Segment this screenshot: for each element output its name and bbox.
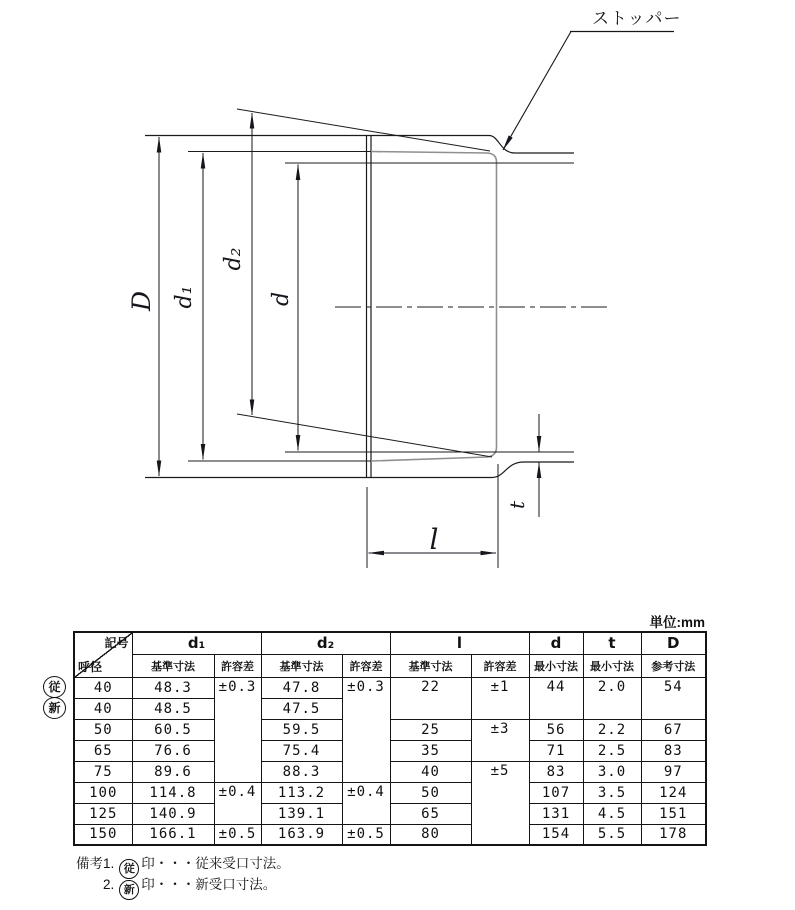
table-row: [74, 740, 706, 761]
table-header-row-subheads: [74, 654, 706, 677]
table-cell: 2.2: [583, 719, 641, 740]
dim-label-l: l: [429, 523, 439, 556]
column-subheader: 参考寸法: [641, 654, 706, 677]
table-cell: ±0.3: [214, 677, 261, 782]
table-cell: 2.0: [583, 677, 641, 719]
table-cell: 114.8: [132, 782, 214, 803]
table-cell: 140.9: [132, 803, 214, 824]
table-cell: 151: [641, 803, 706, 824]
table-cell: 47.8: [261, 677, 342, 698]
socket-outline-bottom: [145, 462, 574, 478]
table-cell: 76.6: [132, 740, 214, 761]
note-2-prefix: 2.: [103, 877, 115, 892]
table-cell: 89.6: [132, 761, 214, 782]
column-group-header: d₁: [132, 632, 261, 654]
column-subheader: 最小寸法: [529, 654, 583, 677]
table-row: [74, 677, 706, 698]
table-cell: 25: [390, 719, 471, 740]
circled-mark-shin: 新: [119, 880, 139, 900]
table-cell: 154: [529, 824, 583, 845]
table-cell: 40: [74, 698, 132, 719]
table-cell: 3.0: [583, 761, 641, 782]
column-group-header: d₂: [261, 632, 390, 654]
table-cell: 5.5: [583, 824, 641, 845]
column-subheader: 基準寸法: [261, 654, 342, 677]
table-cell: ±5: [471, 761, 529, 845]
dim-label-d2: d₂: [221, 247, 246, 271]
note-2: [103, 873, 276, 900]
row-mark: 新: [43, 697, 66, 719]
table-cell: 75.4: [261, 740, 342, 761]
table-cell: 71: [529, 740, 583, 761]
table-cell: 60.5: [132, 719, 214, 740]
table-cell: 48.5: [132, 698, 214, 719]
table-cell: 65: [390, 803, 471, 824]
table-cell: 166.1: [132, 824, 214, 845]
column-subheader: 基準寸法: [390, 654, 471, 677]
table-cell: ±0.5: [342, 824, 390, 845]
table-cell: 80: [390, 824, 471, 845]
column-group-header: t: [583, 632, 641, 654]
column-subheader: 基準寸法: [132, 654, 214, 677]
column-subheader: 許容差: [342, 654, 390, 677]
table-row: [74, 824, 706, 845]
table-cell: ±1: [471, 677, 529, 719]
column-subheader: 最小寸法: [583, 654, 641, 677]
table-cell: 35: [390, 740, 471, 761]
table-cell: 83: [641, 740, 706, 761]
table-cell: 125: [74, 803, 132, 824]
table-row: [74, 782, 706, 803]
table-cell: 40: [74, 677, 132, 698]
table-header-row-groups: [74, 632, 706, 654]
column-subheader: 許容差: [471, 654, 529, 677]
taper-line-bottom: [237, 414, 492, 457]
table-cell: 59.5: [261, 719, 342, 740]
table-cell: ±0.4: [342, 782, 390, 824]
table-cell: 107: [529, 782, 583, 803]
table-cell: 67: [641, 719, 706, 740]
table-cell: 22: [390, 677, 471, 719]
dim-label-t: t: [505, 500, 529, 510]
table-cell: 47.5: [261, 698, 342, 719]
table-corner-cell: [74, 632, 132, 677]
table-row: [74, 761, 706, 782]
note-1-text: 印・・・従来受口寸法。: [141, 856, 290, 871]
table-cell: ±0.5: [214, 824, 261, 845]
table-cell: 75: [74, 761, 132, 782]
table-cell: 100: [74, 782, 132, 803]
column-group-header: D: [641, 632, 706, 654]
note-2-text: 印・・・新受口寸法。: [141, 877, 277, 892]
column-subheader: 許容差: [214, 654, 261, 677]
table-cell: 113.2: [261, 782, 342, 803]
table-cell: ±0.3: [342, 677, 390, 782]
table-cell: 83: [529, 761, 583, 782]
table-cell: 65: [74, 740, 132, 761]
table-cell: 139.1: [261, 803, 342, 824]
table-cell: 150: [74, 824, 132, 845]
column-group-header: d: [529, 632, 583, 654]
socket-bore-and-stopper-face: [371, 152, 497, 462]
table-row: [74, 803, 706, 824]
table-cell: 40: [390, 761, 471, 782]
table-row: [74, 719, 706, 740]
table-cell: 2.5: [583, 740, 641, 761]
table-cell: 50: [390, 782, 471, 803]
table-cell: 88.3: [261, 761, 342, 782]
corner-label-symbol: 記号: [104, 636, 129, 650]
table-cell: 44: [529, 677, 583, 719]
row-mark: 従: [43, 676, 66, 698]
table-cell: 178: [641, 824, 706, 845]
table-cell: 4.5: [583, 803, 641, 824]
table-cell: 3.5: [583, 782, 641, 803]
unit-label: 単位:mm: [649, 615, 705, 630]
table-cell: 54: [641, 677, 706, 719]
table-cell: 50: [74, 719, 132, 740]
table-cell: 48.3: [132, 677, 214, 698]
leader-line: [503, 32, 571, 151]
note-1-prefix: 備考1.: [76, 856, 115, 871]
stopper-label: ストッパー: [592, 9, 682, 28]
dim-label-d: d: [269, 291, 294, 307]
taper-line-top: [237, 109, 490, 151]
table-cell: 97: [641, 761, 706, 782]
table-cell: ±3: [471, 719, 529, 761]
dim-label-D: D: [127, 290, 156, 312]
table-cell: 124: [641, 782, 706, 803]
circled-mark-ju: 従: [119, 859, 139, 879]
table-cell: 163.9: [261, 824, 342, 845]
column-group-header: l: [390, 632, 529, 654]
table-cell: 131: [529, 803, 583, 824]
dimension-table: [73, 631, 707, 846]
corner-label-nominal-diameter: 呼径: [78, 659, 103, 674]
table-cell: ±0.4: [214, 782, 261, 824]
table-cell: 56: [529, 719, 583, 740]
dim-label-d1: d₁: [172, 285, 197, 309]
